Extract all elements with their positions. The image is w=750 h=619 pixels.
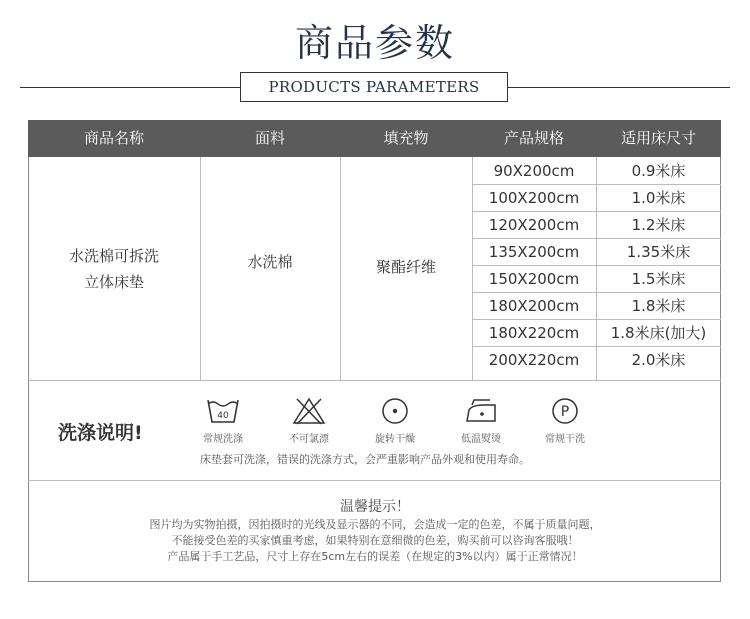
tumble-dry-icon — [378, 396, 412, 426]
bed-cell: 2.0米床 — [631, 351, 686, 369]
iron-caption: 低温熨烫 — [461, 434, 501, 445]
header-product-name: 商品名称 — [83, 129, 144, 147]
no-bleach-caption: 不可氯漂 — [289, 434, 329, 445]
dry-clean-p-icon — [548, 396, 582, 426]
spec-cell: 180X220cm — [488, 324, 580, 342]
wash-temp-mark: 40 — [217, 411, 229, 421]
cell-product-name — [28, 157, 200, 380]
wash-caption: 常规洗涤 — [203, 434, 243, 445]
bed-cell: 1.5米床 — [631, 270, 686, 288]
header-spec: 产品规格 — [503, 129, 564, 147]
spec-cell: 90X200cm — [493, 162, 575, 180]
washing-label: 洗涤说明! — [58, 422, 143, 444]
spec-cell: 150X200cm — [488, 270, 580, 288]
subtitle: PRODUCTS PARAMETERS — [268, 78, 480, 96]
tip-line: 不能接受色差的买家慎重考虑，如果特别在意细微的色差，购买前可以咨询客服哦！ — [171, 534, 579, 547]
tip-line: 图片均为实物拍摄，因拍摄时的光线及显示器的不同，会造成一定的色差，不属于质量问题， — [149, 518, 601, 531]
header-fabric: 面料 — [254, 129, 285, 147]
spec-cell: 200X220cm — [488, 351, 580, 369]
no-bleach-icon — [292, 396, 326, 426]
product-name-line: 水洗棉可拆洗 — [68, 246, 159, 265]
title-divider-left — [20, 87, 240, 88]
bed-cell: 1.8米床 — [631, 297, 686, 315]
dry-clean-mark: P — [560, 404, 570, 420]
cell-fabric: 水洗棉 — [247, 253, 293, 271]
spec-cell: 120X200cm — [488, 216, 580, 234]
bed-cell: 1.2米床 — [631, 216, 686, 234]
tip-line: 产品属于手工艺品，尺寸上存在5cm左右的误差（在规定的3%以内）属于正常情况！ — [167, 550, 583, 563]
subtitle-box — [240, 72, 508, 102]
bed-cell: 1.0米床 — [631, 189, 686, 207]
cell-filling: 聚酯纤维 — [375, 258, 436, 276]
bed-cell: 1.35米床 — [626, 243, 691, 261]
page-title: 商品参数 — [294, 21, 455, 65]
title-divider-right — [508, 87, 730, 88]
header-bed-size: 适用床尺寸 — [620, 129, 696, 147]
bed-cell: 0.9米床 — [631, 162, 686, 180]
tumble-dry-caption: 旋转干燥 — [375, 434, 415, 445]
dry-clean-caption: 常规干洗 — [545, 434, 585, 445]
bed-cell: 1.8米床(加大) — [610, 324, 707, 342]
table-header — [28, 120, 721, 157]
section-divider — [28, 480, 721, 481]
tips-title: 温馨提示！ — [340, 499, 410, 515]
product-name-line: 立体床垫 — [83, 272, 144, 291]
spec-cell: 180X200cm — [488, 297, 580, 315]
washing-note: 床垫套可洗涤，错误的洗涤方式，会严重影响产品外观和使用寿命。 — [200, 453, 530, 466]
spec-cell: 135X200cm — [488, 243, 580, 261]
wash-40-icon — [206, 396, 240, 426]
header-filling: 填充物 — [383, 129, 429, 147]
spec-cell: 100X200cm — [488, 189, 580, 207]
table-bottom-line — [28, 380, 721, 381]
iron-low-icon — [464, 396, 498, 426]
